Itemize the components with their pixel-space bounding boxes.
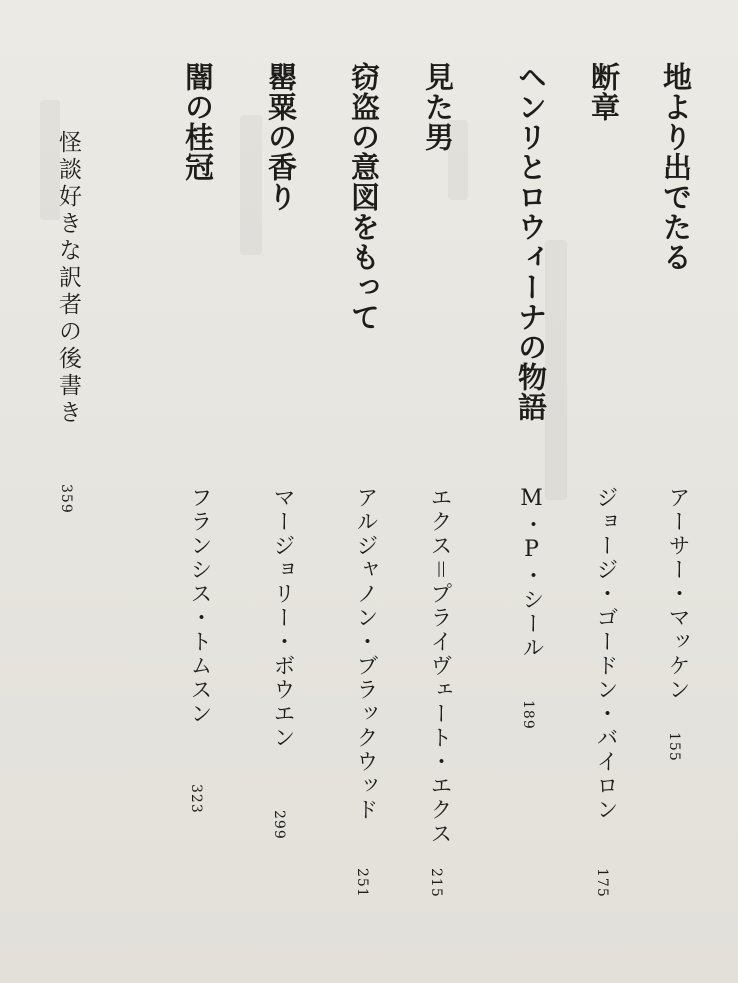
toc-author-5: アルジャノン・ブラックウッド — [353, 486, 378, 822]
toc-page-7: 323 — [188, 784, 204, 814]
toc-author-3: M・P・シール — [519, 486, 544, 660]
show-through-mark — [240, 115, 262, 255]
toc-author-6: マージョリー・ボウエン — [270, 486, 295, 750]
toc-title-3: ヘンリとロウィーナの物語 — [514, 62, 548, 422]
toc-page-4: 215 — [428, 868, 444, 898]
toc-author-2: ジョージ・ゴードン・バイロン — [593, 486, 618, 822]
toc-title-4: 見た男 — [421, 62, 455, 152]
toc-page-6: 299 — [271, 810, 287, 840]
toc-title-6: 罌粟の香り — [264, 62, 298, 212]
toc-title-7: 闇の桂冠 — [181, 62, 215, 182]
toc-page-5: 251 — [354, 868, 370, 898]
toc-author-4: エクス＝プライヴェート・エクス — [427, 486, 452, 846]
toc-title-1: 地より出でたる — [659, 62, 693, 272]
toc-afterword-title: 怪談好きな訳者の後書き — [55, 130, 81, 427]
toc-page-2: 175 — [594, 868, 610, 898]
toc-author-1: アーサー・マッケン — [665, 486, 690, 702]
toc-page-1: 155 — [666, 732, 682, 762]
toc-author-7: フランシス・トムスン — [187, 486, 212, 726]
toc-afterword-page: 359 — [58, 484, 74, 514]
toc-title-2: 断章 — [587, 62, 621, 122]
toc-title-5: 窃盗の意図をもって — [347, 62, 381, 332]
toc-page-3: 189 — [520, 700, 536, 730]
